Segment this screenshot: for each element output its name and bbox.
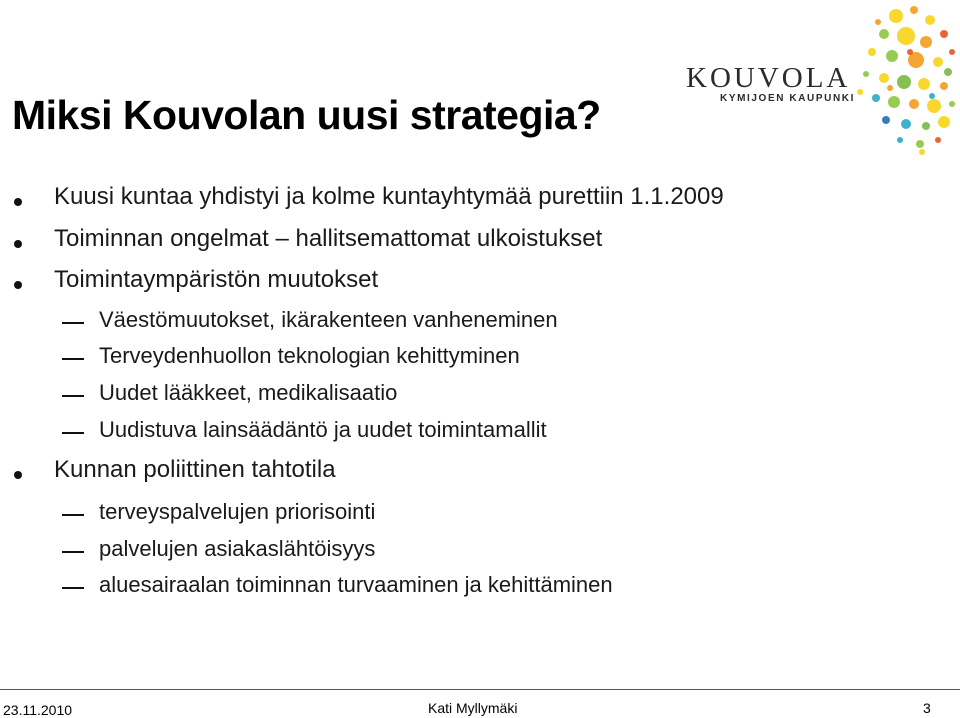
sub-bullet-item: Uudistuva lainsäädäntö ja uudet toimintamallit [99, 417, 547, 442]
sub-bullet-item: Terveydenhuollon teknologian kehittyminen [99, 343, 520, 368]
footer-author: Kati Myllymäki [428, 700, 518, 716]
logo-dot [875, 19, 881, 25]
bullet-dot [14, 471, 22, 479]
logo-dot [897, 137, 903, 143]
logo-dot [907, 49, 913, 55]
bullet-item: Toiminnan ongelmat – hallitsemattomat ulkoistukset [54, 225, 603, 252]
sub-bullet-item: Uudet lääkkeet, medikalisaatio [99, 380, 398, 405]
bullet-dash [62, 395, 84, 397]
logo-dot [872, 94, 880, 102]
logo-dot [949, 101, 955, 107]
logo-wordmark: KOUVOLA [686, 62, 851, 94]
slide-title: Miksi Kouvolan uusi strategia? [12, 92, 601, 138]
logo-dot [897, 27, 915, 45]
bullet-dash [62, 587, 84, 589]
logo-dot [916, 140, 924, 148]
logo-dot [910, 6, 918, 14]
logo-dot [901, 119, 911, 129]
logo-dot [879, 29, 889, 39]
kouvola-logo [686, 0, 960, 160]
logo-dot [933, 57, 943, 67]
bullet-dot [14, 240, 22, 248]
logo-dot [863, 71, 869, 77]
bullet-item: Kuusi kuntaa yhdistyi ja kolme kuntayhtymää purettiin 1.1.2009 [54, 183, 724, 210]
bullet-dash [62, 432, 84, 434]
logo-tagline: KYMIJOEN KAUPUNKI [720, 93, 855, 104]
logo-dot [938, 116, 950, 128]
logo-dot [944, 68, 952, 76]
footer-page-number: 3 [923, 700, 931, 716]
logo-dot [940, 30, 948, 38]
logo-dot [927, 99, 941, 113]
logo-dot [889, 9, 903, 23]
logo-dot [887, 85, 893, 91]
footer-divider [0, 689, 960, 690]
bullet-dash [62, 551, 84, 553]
logo-dot [909, 99, 919, 109]
logo-dot [879, 73, 889, 83]
sub-bullet-item: palvelujen asiakaslähtöisyys [99, 536, 376, 561]
logo-dot [920, 36, 932, 48]
logo-dot [868, 48, 876, 56]
logo-dot [940, 82, 948, 90]
bullet-dot [14, 281, 22, 289]
logo-dot [857, 89, 863, 95]
bullet-dash [62, 514, 84, 516]
logo-dot [919, 149, 925, 155]
bullet-item: Kunnan poliittinen tahtotila [54, 456, 336, 483]
logo-dots-graphic [826, 0, 960, 160]
sub-bullet-item: Väestömuutokset, ikärakenteen vanheneminen [99, 307, 558, 332]
logo-dot [929, 93, 935, 99]
bullet-item: Toimintaympäristön muutokset [54, 266, 379, 293]
bullet-dot [14, 198, 22, 206]
logo-dot [922, 122, 930, 130]
logo-dot [886, 50, 898, 62]
footer-date: 23.11.2010 [3, 702, 73, 718]
logo-dot [925, 15, 935, 25]
bullet-dash [62, 358, 84, 360]
sub-bullet-item: aluesairaalan toiminnan turvaaminen ja kehittäminen [99, 572, 613, 597]
logo-dot [897, 75, 911, 89]
logo-dot [918, 78, 930, 90]
logo-dot [888, 96, 900, 108]
logo-dot [935, 137, 941, 143]
sub-bullet-item: terveyspalvelujen priorisointi [99, 499, 376, 524]
logo-dot [949, 49, 955, 55]
bullet-dash [62, 322, 84, 324]
logo-dot [882, 116, 890, 124]
